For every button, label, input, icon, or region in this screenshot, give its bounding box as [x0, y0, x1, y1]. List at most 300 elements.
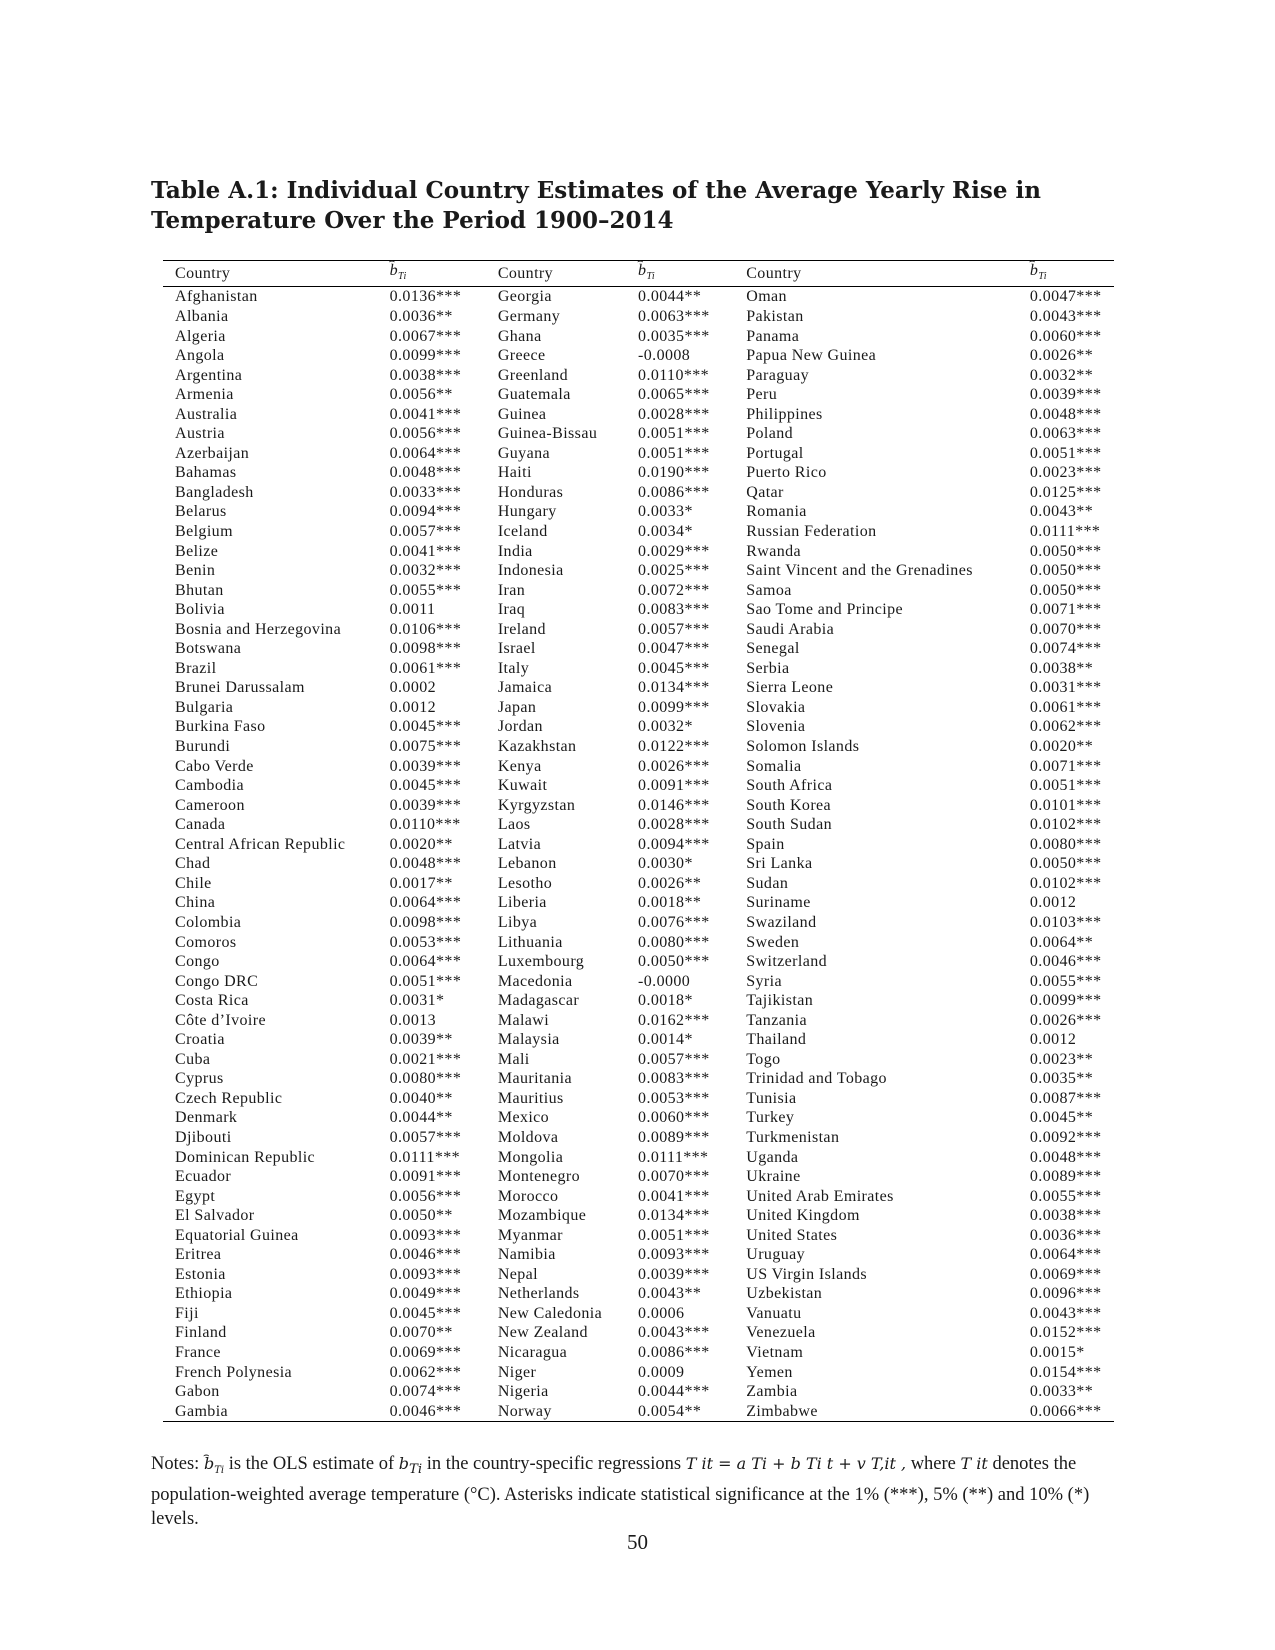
estimate-cell: 0.0136*** [389, 288, 462, 306]
country-cell: Romania [746, 503, 807, 521]
country-cell: Ecuador [175, 1168, 232, 1186]
estimate-cell: 0.0050*** [1029, 581, 1102, 599]
country-cell: Chad [175, 855, 211, 873]
country-cell: Honduras [497, 483, 564, 501]
country-cell: Congo DRC [175, 972, 259, 990]
table-row [163, 893, 1114, 913]
country-cell: Lebanon [497, 855, 557, 873]
table-row [163, 1206, 1114, 1226]
estimate-cell: 0.0033*** [389, 483, 462, 501]
table-row [163, 952, 1114, 972]
country-cell: Fiji [175, 1304, 199, 1322]
country-cell: Iceland [497, 523, 548, 541]
estimate-cell: 0.0039** [389, 1031, 453, 1049]
estimate-cell: 0.0011 [389, 601, 436, 619]
country-cell: Central African Republic [175, 835, 346, 853]
estimate-cell: 0.0061*** [1029, 698, 1102, 716]
estimate-cell: 0.0053*** [638, 1089, 710, 1107]
country-cell: Swaziland [746, 913, 817, 931]
country-cell: Turkey [746, 1109, 795, 1127]
country-cell: China [175, 894, 216, 912]
country-cell: Luxembourg [497, 953, 585, 971]
estimate-cell: 0.0039*** [638, 1265, 710, 1283]
country-cell: Gambia [175, 1402, 229, 1420]
estimate-cell: 0.0055*** [389, 581, 462, 599]
country-cell: Myanmar [497, 1226, 563, 1244]
country-cell: Equatorial Guinea [175, 1226, 299, 1244]
estimate-cell: 0.0064*** [1029, 1246, 1102, 1264]
country-cell: Zimbabwe [746, 1402, 818, 1420]
estimate-cell: 0.0050*** [638, 953, 710, 971]
estimate-cell: 0.0111*** [638, 1148, 709, 1166]
country-cell: Guinea [497, 405, 547, 423]
estimate-cell: 0.0060*** [1029, 327, 1102, 345]
estimate-cell: 0.0091*** [638, 777, 710, 795]
estimate-cell: 0.0099*** [638, 698, 710, 716]
estimate-cell: 0.0051*** [638, 444, 710, 462]
country-cell: Algeria [175, 327, 226, 345]
country-cell: Eritrea [175, 1246, 222, 1264]
estimate-cell: 0.0006 [638, 1304, 685, 1322]
estimate-cell: 0.0021*** [389, 1050, 462, 1068]
estimate-cell: 0.0015* [1029, 1343, 1085, 1361]
country-cell: India [497, 542, 533, 560]
estimate-cell: 0.0057*** [389, 523, 462, 541]
table-row [163, 815, 1114, 835]
country-cell: Estonia [175, 1265, 226, 1283]
estimate-cell: 0.0041*** [389, 542, 462, 560]
table-row [163, 1382, 1114, 1402]
table-row [163, 991, 1114, 1011]
estimate-cell: 0.0134*** [638, 1207, 710, 1225]
estimate-cell: 0.0036*** [1029, 1226, 1102, 1244]
country-cell: Solomon Islands [746, 738, 860, 756]
country-cell: Belarus [175, 503, 227, 521]
table-row [163, 737, 1114, 757]
country-cell: New Caledonia [497, 1304, 603, 1322]
table-row [163, 639, 1114, 659]
country-cell: United Kingdom [746, 1207, 860, 1225]
estimate-cell: 0.0056*** [389, 425, 462, 443]
estimate-cell: 0.0030* [638, 855, 693, 873]
estimate-cell: 0.0067*** [389, 327, 462, 345]
estimate-cell: 0.0066*** [1029, 1402, 1102, 1420]
table-row [163, 1265, 1114, 1285]
estimate-cell: 0.0041*** [389, 405, 462, 423]
country-cell: Lesotho [497, 874, 553, 892]
country-cell: Venezuela [746, 1324, 816, 1342]
country-cell: Denmark [175, 1109, 238, 1127]
page-number: 50 [627, 1530, 648, 1554]
country-cell: Cuba [175, 1050, 211, 1068]
country-cell: Colombia [175, 913, 242, 931]
table-header-row [163, 261, 1114, 287]
estimate-cell: 0.0083*** [638, 601, 710, 619]
table-row [163, 365, 1114, 385]
estimate-cell: 0.0045*** [638, 659, 710, 677]
estimate-cell: 0.0038*** [389, 366, 462, 384]
estimate-cell: 0.0023** [1029, 1050, 1094, 1068]
country-cell: Pakistan [746, 308, 804, 325]
table-row [163, 1167, 1114, 1187]
table-row [163, 874, 1114, 894]
estimate-cell: 0.0089*** [1029, 1168, 1102, 1186]
estimate-cell: 0.0062*** [389, 1363, 462, 1381]
country-estimates-table [163, 260, 1114, 1422]
country-cell: Rwanda [746, 542, 802, 560]
country-cell: Suriname [746, 894, 811, 912]
estimate-cell: 0.0043** [1029, 503, 1094, 521]
estimate-cell: 0.0048*** [1029, 405, 1102, 423]
estimate-cell: 0.0086*** [638, 483, 710, 501]
estimate-cell: 0.0070*** [1029, 620, 1102, 638]
country-cell: Laos [497, 816, 531, 834]
estimate-cell: 0.0044*** [638, 1383, 710, 1401]
estimate-cell: -0.0008 [638, 347, 691, 365]
estimate-cell: 0.0064*** [389, 894, 462, 912]
estimate-cell: 0.0039*** [1029, 386, 1102, 404]
table-row [163, 971, 1114, 991]
estimate-cell: 0.0057*** [638, 1050, 710, 1068]
estimate-cell: 0.0106*** [389, 620, 462, 638]
estimate-cell: 0.0032* [638, 718, 693, 736]
estimate-cell: 0.0028*** [638, 816, 710, 834]
estimate-cell: 0.0102*** [1029, 816, 1102, 834]
table-row [163, 326, 1114, 346]
estimate-cell: 0.0051*** [1029, 777, 1102, 795]
country-cell: Argentina [175, 366, 243, 384]
estimate-cell: 0.0047*** [638, 640, 710, 658]
country-cell: Cambodia [175, 777, 244, 795]
column-header-estimate: ⌢ $b_{Ti}$ [378, 261, 486, 287]
country-cell: Costa Rica [175, 992, 249, 1010]
estimate-cell: 0.0057*** [638, 620, 710, 638]
estimate-cell: 0.0051*** [1029, 444, 1102, 462]
estimate-cell: 0.0046*** [389, 1246, 462, 1264]
estimate-cell: 0.0152*** [1029, 1324, 1102, 1342]
estimate-cell: 0.0041*** [638, 1187, 710, 1205]
country-cell: Switzerland [746, 953, 828, 971]
country-cell: Austria [175, 425, 225, 443]
country-cell: Slovenia [746, 718, 806, 736]
country-cell: Somalia [746, 757, 802, 775]
estimate-cell: 0.0061*** [389, 659, 462, 677]
estimate-cell: 0.0099*** [389, 347, 462, 365]
country-cell: Libya [497, 913, 538, 931]
estimate-cell: 0.0056*** [389, 1187, 462, 1205]
country-cell: Paraguay [746, 366, 809, 384]
regression-equation: T it = a Ti + b Ti t + v T,it , [685, 1454, 907, 1473]
country-cell: Ethiopia [175, 1285, 233, 1303]
estimate-cell: 0.0039*** [389, 757, 462, 775]
estimate-cell: 0.0012 [1029, 894, 1077, 912]
country-cell: Madagascar [497, 992, 580, 1010]
column-header-estimate: ⌢ $b_{Ti}$ [626, 261, 734, 287]
estimate-cell: 0.0099*** [1029, 992, 1102, 1010]
estimate-cell: 0.0050*** [1029, 542, 1102, 560]
table-row [163, 619, 1114, 639]
country-cell: Ukraine [746, 1168, 801, 1186]
country-cell: Russian Federation [746, 523, 877, 541]
country-cell: Comoros [175, 933, 237, 951]
country-cell: Bangladesh [175, 483, 254, 501]
table-row [163, 444, 1114, 464]
estimate-cell: 0.0032*** [389, 562, 462, 580]
country-cell: Bhutan [175, 581, 224, 599]
estimate-cell: 0.0125*** [1029, 483, 1102, 501]
country-cell: French Polynesia [175, 1363, 293, 1381]
table-row [163, 678, 1114, 698]
table-row [163, 483, 1114, 503]
estimate-cell: 0.0070*** [638, 1168, 710, 1186]
estimate-cell: 0.0023*** [1029, 464, 1102, 482]
estimate-cell: 0.0043*** [638, 1324, 710, 1342]
table-row [163, 854, 1114, 874]
country-cell: Djibouti [175, 1128, 232, 1146]
country-cell: Burkina Faso [175, 718, 266, 736]
country-cell: Cabo Verde [175, 757, 254, 775]
estimate-cell: 0.0028*** [638, 405, 710, 423]
table-row [163, 1323, 1114, 1343]
estimate-cell: 0.0055*** [1029, 972, 1102, 990]
estimate-cell: 0.0035** [1029, 1070, 1094, 1088]
column-header-country: Country [175, 265, 231, 283]
estimate-cell: 0.0102*** [1029, 874, 1102, 892]
country-cell: Vanuatu [746, 1304, 802, 1322]
estimate-cell: 0.0026** [638, 874, 702, 892]
country-cell: Angola [175, 347, 225, 365]
estimate-cell: 0.0057*** [389, 1128, 462, 1146]
country-cell: Guinea-Bissau [497, 425, 598, 443]
country-cell: Congo [175, 953, 220, 971]
estimate-cell: 0.0154*** [1029, 1363, 1102, 1381]
country-cell: Kenya [497, 757, 542, 775]
estimate-cell: 0.0190*** [638, 464, 710, 482]
estimate-cell: 0.0111*** [389, 1148, 461, 1166]
country-cell: Bahamas [175, 464, 237, 482]
estimate-cell: 0.0111*** [1029, 523, 1101, 541]
estimate-cell: 0.0018* [638, 992, 693, 1010]
country-cell: Greenland [497, 366, 569, 384]
estimate-cell: 0.0047*** [1029, 288, 1102, 306]
estimate-cell: 0.0093*** [389, 1226, 462, 1244]
table-row [163, 1069, 1114, 1089]
country-cell: Puerto Rico [746, 464, 827, 482]
country-cell: Panama [746, 327, 800, 345]
country-cell: Sweden [746, 933, 800, 951]
country-cell: Malawi [497, 1011, 550, 1029]
estimate-cell: 0.0162*** [638, 1011, 710, 1029]
country-cell: Gabon [175, 1383, 220, 1401]
country-cell: Sudan [746, 874, 789, 892]
estimate-cell: 0.0069*** [389, 1343, 462, 1361]
estimate-cell: 0.0046*** [1029, 953, 1102, 971]
country-cell: Trinidad and Tobago [746, 1070, 887, 1088]
estimate-cell: 0.0053*** [389, 933, 462, 951]
estimate-cell: 0.0070** [389, 1324, 453, 1342]
table-row [163, 659, 1114, 679]
estimate-cell: 0.0012 [1029, 1031, 1077, 1049]
country-cell: Saint Vincent and the Grenadines [746, 562, 973, 580]
table-row [163, 1128, 1114, 1148]
estimate-cell: 0.0063*** [638, 308, 710, 325]
column-header-country: Country [497, 265, 554, 283]
table-row [163, 1147, 1114, 1167]
estimate-cell: 0.0072*** [638, 581, 710, 599]
country-cell: Yemen [746, 1363, 793, 1381]
country-cell: Macedonia [497, 972, 573, 990]
estimate-cell: 0.0049*** [389, 1285, 462, 1303]
table-row [163, 1401, 1114, 1421]
estimate-cell: 0.0096*** [1029, 1285, 1102, 1303]
estimate-cell: 0.0039*** [389, 796, 462, 814]
country-cell: Azerbaijan [175, 444, 250, 462]
country-cell: Guyana [497, 444, 550, 462]
country-cell: Finland [175, 1324, 227, 1342]
table-row [163, 1362, 1114, 1382]
estimate-cell: 0.0110*** [389, 816, 461, 834]
estimate-cell: 0.0093*** [389, 1265, 462, 1283]
country-cell: Côte d’Ivoire [175, 1011, 266, 1029]
estimate-cell: 0.0134*** [638, 679, 710, 697]
country-cell: Bolivia [175, 601, 225, 619]
country-cell: South Sudan [746, 816, 832, 834]
country-cell: Georgia [497, 288, 552, 306]
estimate-cell: 0.0110*** [638, 366, 710, 384]
country-cell: Mozambique [497, 1207, 587, 1225]
table-row [163, 1186, 1114, 1206]
country-cell: Morocco [497, 1187, 559, 1205]
estimate-cell: 0.0045** [1029, 1109, 1094, 1127]
country-cell: Senegal [746, 640, 800, 658]
estimate-cell: 0.0065*** [638, 386, 710, 404]
country-cell: Chile [175, 874, 212, 892]
estimate-cell: 0.0043** [638, 1285, 702, 1303]
country-cell: Vietnam [746, 1343, 804, 1361]
estimate-cell: 0.0035*** [638, 327, 710, 345]
country-cell: Brazil [175, 659, 217, 677]
estimate-cell: 0.0038** [1029, 659, 1094, 677]
estimate-cell: 0.0048*** [1029, 1148, 1102, 1166]
country-cell: Iraq [497, 601, 526, 619]
table-row [163, 1108, 1114, 1128]
country-cell: Cyprus [175, 1070, 224, 1088]
country-cell: Montenegro [497, 1168, 581, 1186]
table-row [163, 913, 1114, 933]
table-row [163, 502, 1114, 522]
estimate-cell: 0.0094*** [389, 503, 462, 521]
country-cell: Nicaragua [497, 1343, 568, 1361]
estimate-cell: 0.0045*** [389, 777, 462, 795]
estimate-cell: 0.0048*** [389, 464, 462, 482]
country-cell: Czech Republic [175, 1089, 283, 1107]
table-title: Table A.1: Individual Country Estimates of the Average Yearly Rise in Temperature Over the Period 1900–2014 [151, 177, 1041, 234]
estimate-cell: 0.0050*** [1029, 562, 1102, 580]
temperature-variable: T it [960, 1454, 988, 1473]
estimate-cell: 0.0076*** [638, 913, 710, 931]
table-row [163, 698, 1114, 718]
country-cell: Portugal [746, 444, 804, 462]
country-cell: Zambia [746, 1383, 798, 1401]
estimate-cell: 0.0056** [389, 386, 453, 404]
table-row [163, 717, 1114, 737]
estimate-cell: 0.0051*** [638, 425, 710, 443]
estimate-cell: 0.0002 [389, 679, 437, 697]
table-row [163, 424, 1114, 444]
estimate-cell: 0.0080*** [389, 1070, 462, 1088]
estimate-cell: 0.0086*** [638, 1343, 710, 1361]
estimate-cell: 0.0031*** [1029, 679, 1102, 697]
estimate-cell: 0.0043*** [1029, 308, 1102, 325]
country-cell: Croatia [175, 1031, 225, 1049]
country-cell: Papua New Guinea [746, 347, 877, 365]
estimate-cell: 0.0048*** [389, 855, 462, 873]
estimate-cell: 0.0014* [638, 1031, 693, 1049]
country-cell: France [175, 1343, 221, 1361]
estimate-cell: 0.0071*** [1029, 601, 1102, 619]
estimate-cell: 0.0122*** [638, 738, 710, 756]
country-cell: Germany [497, 308, 561, 325]
country-cell: Thailand [746, 1031, 807, 1049]
country-cell: Mongolia [497, 1148, 564, 1166]
country-cell: Niger [497, 1363, 537, 1381]
estimate-cell: 0.0055*** [1029, 1187, 1102, 1205]
table-row [163, 795, 1114, 815]
country-cell: Burundi [175, 738, 231, 756]
table-row [163, 835, 1114, 855]
table-notes: Notes: ⌢ $b_{Ti}$ is the OLS estimate of $b_{Ti}$ in the country-specific regressions T it = a Ti + b Ti t + v T,it , where T it denotes the population-weighted average temperature (°C). Asterisks indicate statistical significance at the 1% (***), 5% (**) and 10% (*) levels. [151, 1452, 1131, 1531]
country-cell: Ireland [497, 620, 546, 638]
table-row [163, 600, 1114, 620]
estimate-cell: 0.0017** [389, 874, 453, 892]
country-cell: Philippines [746, 405, 823, 423]
table-row [163, 1245, 1114, 1265]
country-cell: New Zealand [497, 1324, 588, 1342]
country-cell: Tajikistan [746, 992, 814, 1010]
country-cell: Guatemala [497, 386, 571, 404]
estimate-cell: 0.0033* [638, 503, 693, 521]
estimate-cell: 0.0103*** [1029, 913, 1102, 931]
country-cell: Tanzania [746, 1011, 807, 1029]
estimate-cell: 0.0071*** [1029, 757, 1102, 775]
country-cell: South Korea [746, 796, 832, 814]
estimate-cell: 0.0026*** [1029, 1011, 1102, 1029]
estimate-cell: 0.0087*** [1029, 1089, 1102, 1107]
estimate-cell: 0.0044** [638, 288, 702, 306]
table-row [163, 522, 1114, 542]
country-cell: Malaysia [497, 1031, 560, 1049]
country-cell: Belize [175, 542, 219, 560]
country-cell: El Salvador [175, 1207, 255, 1225]
country-cell: Poland [746, 425, 794, 443]
country-cell: United Arab Emirates [746, 1187, 894, 1205]
country-cell: Albania [175, 308, 229, 325]
country-cell: Saudi Arabia [746, 620, 835, 638]
country-cell: US Virgin Islands [746, 1265, 868, 1283]
table-row [163, 1343, 1114, 1363]
table-row [163, 1089, 1114, 1109]
country-cell: Qatar [746, 483, 784, 501]
country-cell: Jordan [497, 718, 543, 736]
estimate-cell: 0.0074*** [389, 1383, 462, 1401]
country-cell: Samoa [746, 581, 792, 599]
estimate-cell: 0.0064*** [389, 444, 462, 462]
table-row [163, 1050, 1114, 1070]
estimate-cell: 0.0029*** [638, 542, 710, 560]
country-cell: Sierra Leone [746, 679, 834, 697]
country-cell: Armenia [175, 386, 234, 404]
estimate-cell: -0.0000 [638, 972, 691, 990]
